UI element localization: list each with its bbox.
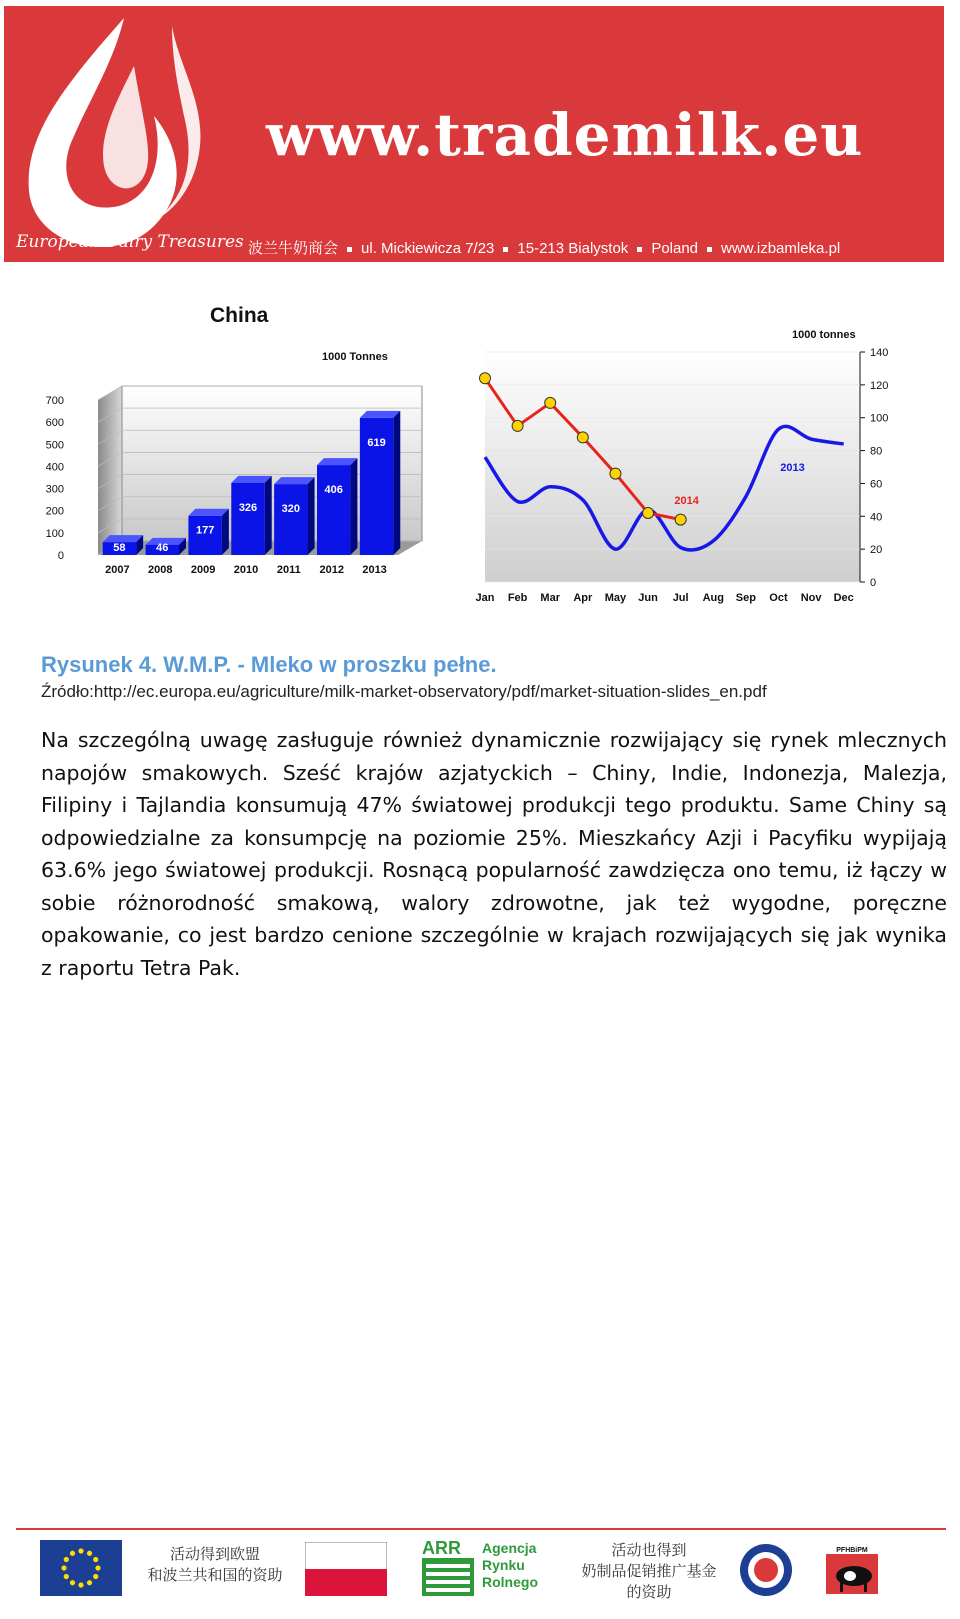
pfhbipm-cow-logo — [824, 1544, 880, 1596]
line-chart-month-label: Sep — [735, 592, 756, 604]
eu-funding-note — [140, 1544, 290, 1586]
bar-chart-ytick: 400 — [45, 461, 64, 474]
line-chart-month-label: Dec — [833, 592, 854, 604]
bar-side — [222, 509, 229, 555]
header-banner — [4, 6, 944, 262]
footer-divider — [16, 1528, 946, 1530]
separator-icon — [707, 247, 712, 252]
line-chart-month-label: Mar — [540, 592, 560, 604]
line-chart-month-label: Aug — [702, 592, 724, 604]
line-chart-ytick: 20 — [870, 544, 883, 557]
bar-data-label: 58 — [113, 542, 126, 554]
eu-funding-line-2: 和波兰共和国的资助 — [147, 1566, 283, 1584]
fund-note — [574, 1540, 724, 1603]
arr-logo — [420, 1540, 560, 1598]
line-chart-ytick: 120 — [870, 379, 889, 392]
bar-category-label: 2009 — [190, 564, 216, 576]
eu-star — [93, 1557, 98, 1562]
bar-chart-ytick: 700 — [45, 395, 64, 407]
bar-chart-ytick: 500 — [45, 439, 64, 452]
figure-caption: Rysunek 4. W.M.P. - Mleko w proszku pełne. — [41, 652, 497, 677]
separator-icon — [503, 247, 508, 252]
bar-category-label: 2013 — [362, 564, 387, 576]
bar-chart-title: China — [210, 304, 269, 327]
sponsor-footer — [0, 1540, 960, 1619]
series-2014-label: 2014 — [674, 494, 699, 507]
line-chart-month-label: May — [604, 592, 627, 604]
bar-category-label: 2010 — [233, 564, 259, 576]
poland-flag-icon — [305, 1542, 387, 1596]
eu-flag-icon — [40, 1540, 122, 1596]
line-chart-ytick: 80 — [870, 445, 883, 458]
line-chart-month-label: Jul — [672, 592, 689, 604]
bar-side — [350, 458, 357, 555]
figure-source: Źródło:http://ec.europa.eu/agriculture/milk-market-observatory/pdf/market-situation-slides_en.pdf — [41, 682, 767, 701]
eu-funding-line-1: 活动得到欧盟 — [169, 1545, 260, 1563]
bar-chart-unit: 1000 Tonnes — [322, 351, 388, 363]
arr-name-line-2: Rynku — [482, 1557, 525, 1573]
address-street: ul. Mickiewicza 7/23 — [361, 240, 495, 257]
line-chart-month-label: Apr — [573, 592, 593, 604]
separator-icon — [637, 247, 642, 252]
series-2014-marker — [610, 468, 621, 479]
bar-data-label: 326 — [238, 501, 258, 514]
address-country: Poland — [651, 240, 699, 257]
bar-chart-ytick: 300 — [45, 483, 64, 496]
bar-top — [188, 509, 228, 516]
bar-chart-ytick: 200 — [45, 505, 64, 518]
bar-side — [308, 477, 315, 555]
address-line — [248, 237, 840, 258]
arr-abbr: ARR — [422, 1538, 461, 1558]
line-chart-ytick: 0 — [870, 577, 877, 589]
address-chamber: 波兰牛奶商会 — [248, 240, 339, 257]
bar-side — [393, 411, 400, 555]
pfhbipm-text: PFHBiPM — [836, 1547, 868, 1554]
eu-star — [78, 1548, 83, 1553]
series-2014-marker — [577, 432, 588, 443]
line-chart-month-label: Nov — [800, 592, 822, 604]
charts-figure — [30, 300, 910, 620]
bar-category-label: 2008 — [148, 564, 173, 576]
line-chart-month-label: Oct — [769, 592, 788, 604]
line-chart-month-label: Feb — [507, 592, 528, 604]
milk-drop-logo — [4, 6, 264, 262]
bar-chart-side-wall — [98, 386, 122, 555]
bar-category-label: 2011 — [276, 564, 301, 576]
series-2014-marker — [545, 397, 556, 408]
separator-icon — [347, 247, 352, 252]
line-chart-ytick: 40 — [870, 511, 883, 524]
bar-chart-ytick: 0 — [57, 550, 64, 562]
bar-top — [317, 458, 357, 465]
line-chart-unit: 1000 tonnes — [792, 329, 856, 341]
series-2014-marker — [480, 373, 491, 384]
body-paragraph: Na szczególną uwagę zasługuje również dynamicznie rozwijający się rynek mlecznych napojów smakowych. Sześć krajów azjatyckich – Chiny, Indie, Indonezja, Malezja, Filipiny i Tajlandia konsumują 47% światowej produkcji tego produktu. Same Chiny są odpowiedzialne za konsumpcję na poziomie 25%. Mieszkańcy Azji i Pacyfiku wypijają 63.6% jego światowej produkcji. Rosnącą popularność zawdzięcza ono temu, iż łączy w sobie różnorodność smakową, walory zdrowotne, jak też wygodne, poręczne opakowanie, co jest bardzo cenione szczególnie w krajach rozwijających się jak wynika z raportu Tetra Pak. — [41, 728, 947, 980]
site-url: www.trademilk.eu — [266, 101, 864, 169]
fund-line-3: 的资助 — [626, 1583, 672, 1601]
bar-top — [360, 411, 400, 418]
arr-name-line-3: Rolnego — [482, 1574, 538, 1590]
eu-star — [70, 1551, 75, 1556]
bar-side — [265, 476, 272, 555]
eu-star — [87, 1580, 92, 1585]
eu-star — [61, 1565, 66, 1570]
bar — [231, 483, 264, 555]
eu-star — [87, 1551, 92, 1556]
eu-star — [64, 1574, 69, 1579]
fund-line-1: 活动也得到 — [611, 1541, 687, 1559]
bar-top — [274, 477, 314, 484]
bar-category-label: 2012 — [319, 564, 344, 576]
series-2014-marker — [643, 508, 654, 519]
eu-star — [64, 1557, 69, 1562]
series-2014-marker — [675, 514, 686, 525]
line-chart-month-label: Jun — [638, 592, 658, 604]
bar-top — [231, 476, 271, 483]
bar — [317, 465, 350, 555]
line-chart-ytick: 140 — [870, 347, 889, 359]
bar-data-label: 320 — [281, 503, 301, 516]
fund-line-2: 奶制品促销推广基金 — [581, 1562, 717, 1580]
eu-star — [70, 1580, 75, 1585]
bar-category-label: 2007 — [105, 564, 130, 576]
bar-data-label: 46 — [156, 542, 169, 554]
address-city: 15-213 Bialystok — [517, 240, 629, 257]
line-chart-ytick: 60 — [870, 478, 883, 491]
tagline: European Dairy Treasures — [16, 232, 244, 252]
polskie-mleko-logo — [738, 1542, 794, 1598]
series-2013-label: 2013 — [780, 462, 805, 474]
address-website: www.izbamleka.pl — [721, 240, 841, 257]
line-chart-ytick: 100 — [870, 412, 889, 425]
eu-star — [78, 1582, 83, 1587]
bar-chart-ytick: 100 — [45, 527, 64, 540]
arr-name-line-1: Agencja — [482, 1540, 537, 1556]
bar-data-label: 406 — [324, 484, 343, 497]
bar-chart — [46, 386, 422, 576]
bar-data-label: 177 — [195, 524, 215, 537]
bar-data-label: 619 — [367, 436, 386, 449]
series-2014-marker — [512, 420, 523, 431]
eu-star — [95, 1565, 100, 1570]
bar — [274, 484, 307, 555]
line-chart-month-label: Jan — [475, 592, 495, 604]
line-chart — [476, 347, 889, 604]
bar-chart-ytick: 600 — [45, 417, 64, 430]
eu-star — [93, 1574, 98, 1579]
